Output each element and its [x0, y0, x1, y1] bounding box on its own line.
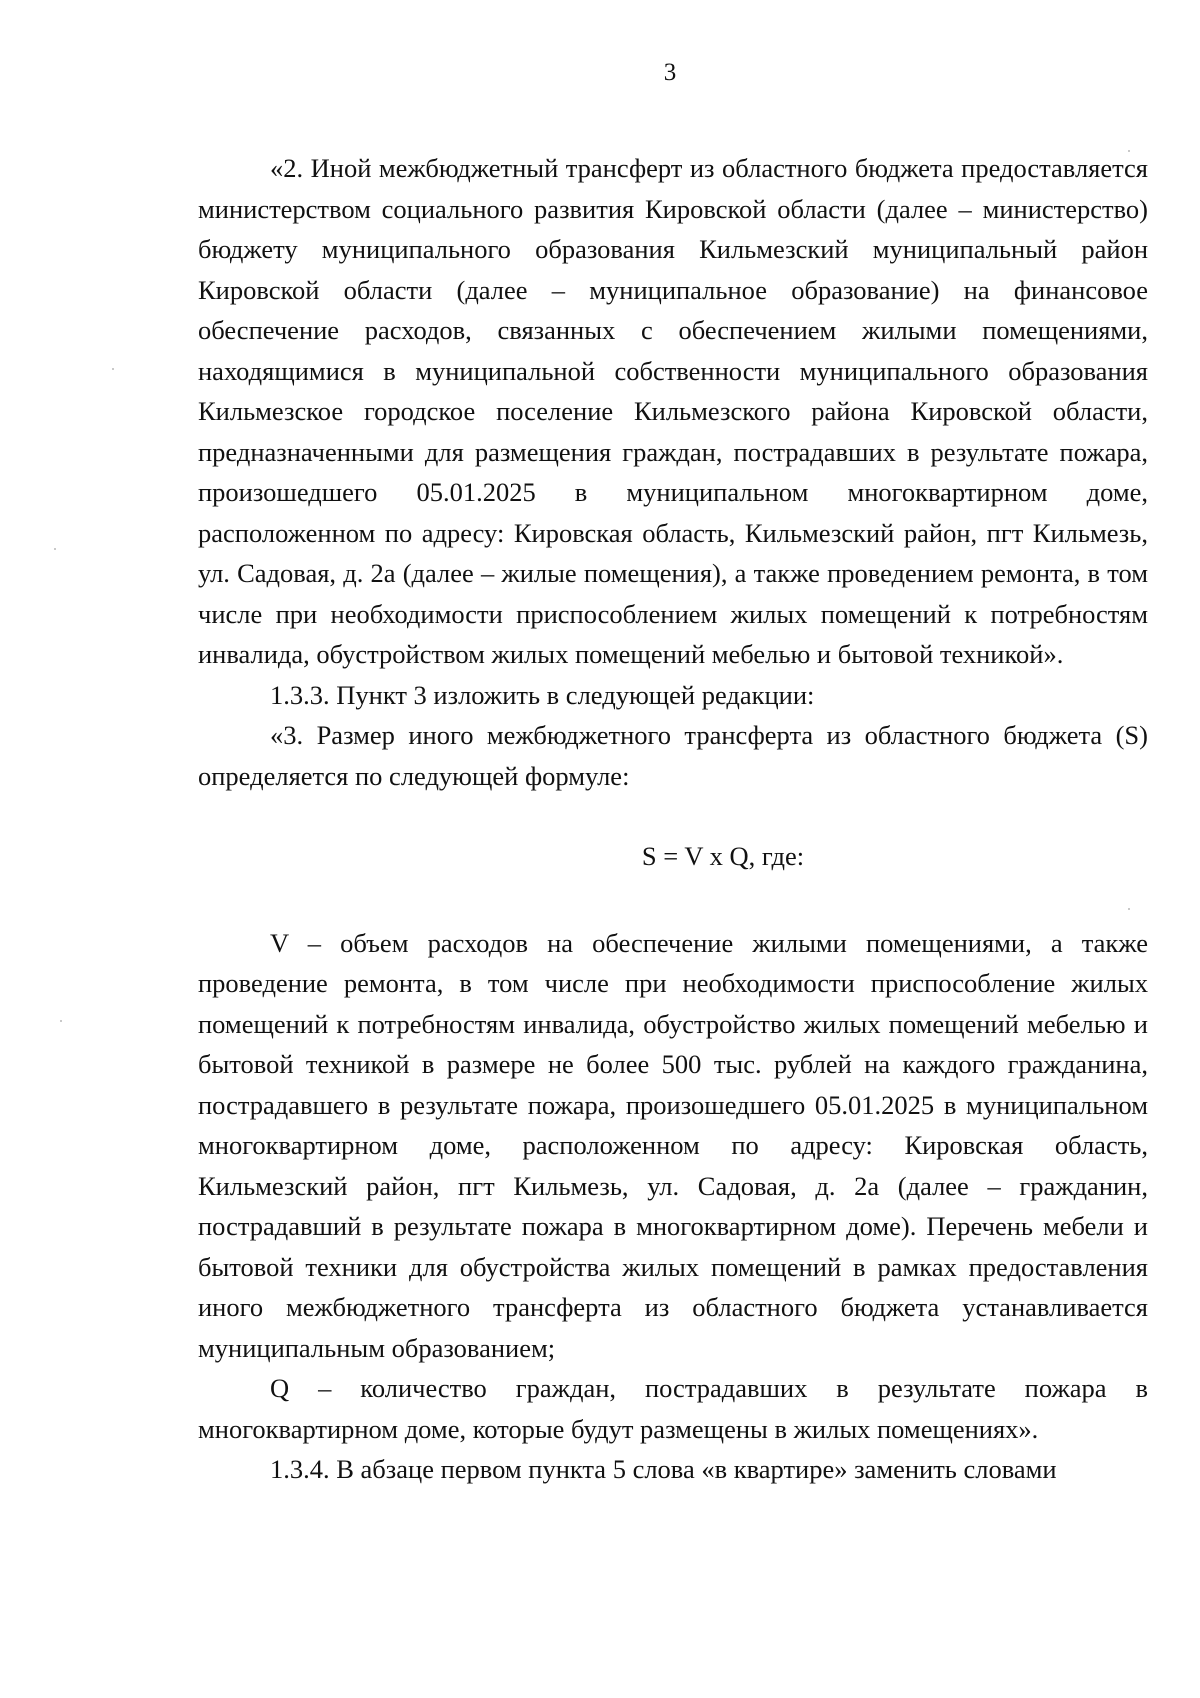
document-body: [198, 148, 1148, 1490]
page-number: 3: [663, 59, 677, 86]
paragraph-item-3: «3. Размер иного межбюджетного трансферта из областного бюджета (S) определяется по следующей формуле:: [198, 720, 1148, 791]
paragraph-definition-q: Q – количество граждан, пострадавших в результате пожара в многоквартирном доме, которые будут размещены в жилых помещениях».: [198, 1373, 1148, 1444]
scan-speck: [112, 368, 114, 370]
scan-speck: [60, 1020, 62, 1022]
paragraph-item-2: «2. Иной межбюджетный трансферт из областного бюджета предоставляется министерством социального развития Кировской области (далее – министерство) бюджету муниципального образования Кильмезский муниципальный район Кировской области (далее – муниципальное образование) на финансовое обеспечение расходов, связанных с обеспечением жилыми помещениями, находящимися в муниципальной собственности муниципального образования Кильмезское городское поселение Кильмезского района Кировской области, предназначенными для размещения граждан, пострадавших в результате пожара, произошедшего 05.01.2025 в муниципальном многоквартирном доме, расположенном по адресу: Кировская область, Кильмезский район, пгт Кильмезь, ул. Садовая, д. 2а (далее – жилые помещения), а также проведением ремонта, в том числе при необходимости приспособлением жилых помещений к потребностям инвалида, обустройством жилых помещений мебелью и бытовой техникой».: [198, 153, 1148, 669]
paragraph-amendment-1-3-4: 1.3.4. В абзаце первом пункта 5 слова «в квартире» заменить словами: [270, 1454, 1057, 1484]
formula: S = V x Q, где:: [641, 841, 805, 871]
scan-speck: [54, 548, 56, 550]
paragraph-definition-v: V – объем расходов на обеспечение жилыми помещениями, а также проведение ремонта, в том числе при необходимости приспособление жилых помещений к потребностям инвалида, обустройство жилых помещений мебелью и бытовой техникой в размере не более 500 тыс. рублей на каждого гражданина, пострадавшего в результате пожара, произошедшего 05.01.2025 в муниципальном многоквартирном доме, расположенном по адресу: Кировская область, Кильмезский район, пгт Кильмезь, ул. Садовая, д. 2а (далее – гражданин, пострадавший в результате пожара в многоквартирном доме). Перечень мебели и бытовой техники для обустройства жилых помещений в рамках предоставления иного межбюджетного трансферта из областного бюджета устанавливается муниципальным образованием;: [198, 927, 1148, 1363]
paragraph-amendment-1-3-3: 1.3.3. Пункт 3 изложить в следующей редакции:: [270, 679, 815, 710]
